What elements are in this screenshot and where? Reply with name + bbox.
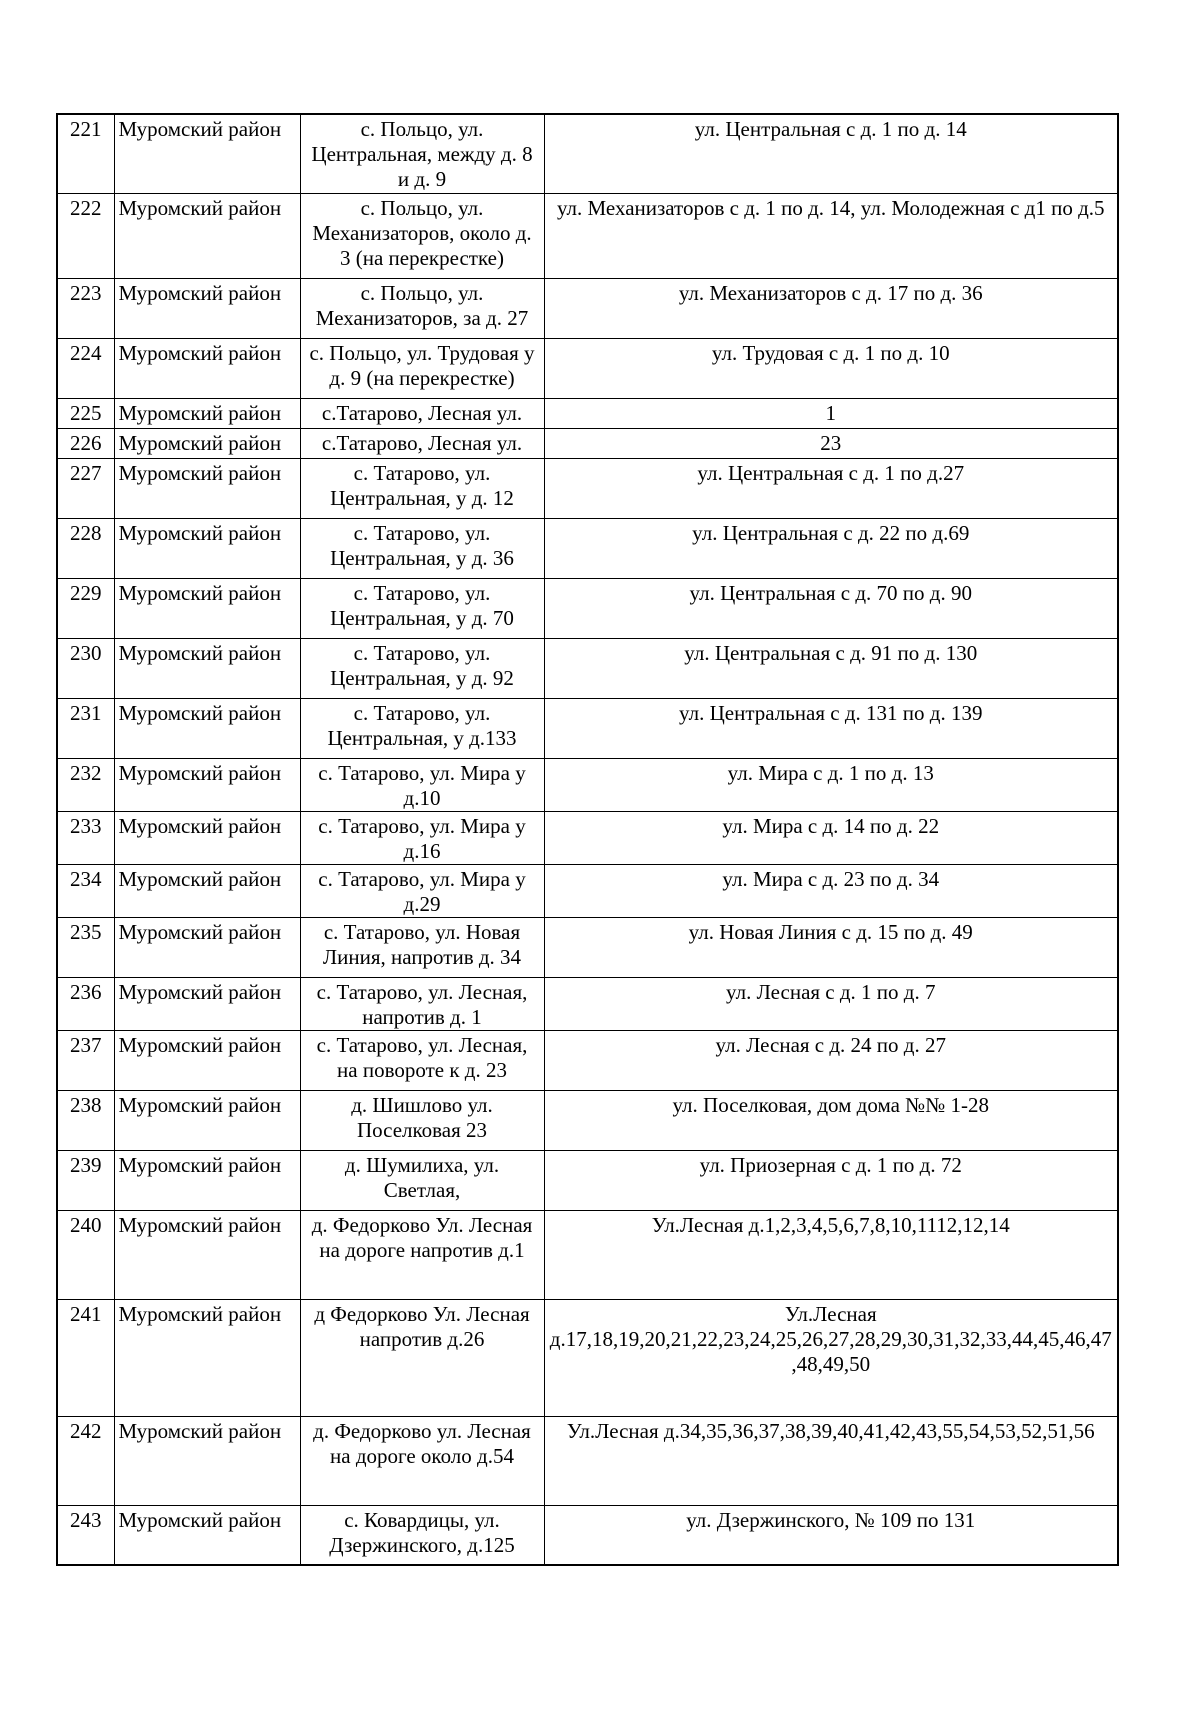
district-cell: Муромский район: [114, 1090, 300, 1150]
addresses-cell: Ул.Лесная д.1,2,3,4,5,6,7,8,10,1112,12,14: [544, 1210, 1118, 1299]
table-row: [57, 1030, 1118, 1090]
district-cell: Муромский район: [114, 278, 300, 338]
row-number: 240: [57, 1210, 114, 1299]
addresses-cell: ул. Механизаторов с д. 17 по д. 36: [544, 278, 1118, 338]
district-cell: Муромский район: [114, 428, 300, 458]
row-number: 231: [57, 698, 114, 758]
district-cell: Муромский район: [114, 1150, 300, 1210]
table-row: [57, 278, 1118, 338]
district-cell: Муромский район: [114, 518, 300, 578]
table-row: [57, 758, 1118, 811]
location-cell: с. Татарово, ул. Центральная, у д. 12: [300, 458, 544, 518]
table-row: [57, 1299, 1118, 1416]
district-cell: Муромский район: [114, 977, 300, 1030]
addresses-cell: ул. Дзержинского, № 109 по 131: [544, 1505, 1118, 1565]
row-number: 224: [57, 338, 114, 398]
row-number: 229: [57, 578, 114, 638]
table-row: [57, 1505, 1118, 1565]
addresses-cell: Ул.Лесная д.34,35,36,37,38,39,40,41,42,43,55,54,53,52,51,56: [544, 1416, 1118, 1505]
addresses-cell: ул. Центральная с д. 91 по д. 130: [544, 638, 1118, 698]
row-number: 242: [57, 1416, 114, 1505]
row-number: 237: [57, 1030, 114, 1090]
location-cell: с. Татарово, ул. Мира у д.10: [300, 758, 544, 811]
table-row: [57, 1150, 1118, 1210]
addresses-cell: ул. Центральная с д. 1 по д.27: [544, 458, 1118, 518]
district-cell: Муромский район: [114, 758, 300, 811]
addresses-cell: ул. Мира с д. 14 по д. 22: [544, 811, 1118, 864]
row-number: 239: [57, 1150, 114, 1210]
table-row: [57, 977, 1118, 1030]
addresses-cell: 23: [544, 428, 1118, 458]
location-cell: с. Татарово, ул. Лесная, на повороте к д. 23: [300, 1030, 544, 1090]
addresses-cell: 1: [544, 398, 1118, 428]
addresses-cell: ул. Новая Линия с д. 15 по д. 49: [544, 917, 1118, 977]
location-cell: с. Ковардицы, ул. Дзержинского, д.125: [300, 1505, 544, 1565]
district-cell: Муромский район: [114, 638, 300, 698]
location-cell: д. Шумилиха, ул. Светлая,: [300, 1150, 544, 1210]
table-row: [57, 638, 1118, 698]
row-number: 232: [57, 758, 114, 811]
addresses-cell: ул. Центральная с д. 131 по д. 139: [544, 698, 1118, 758]
row-number: 235: [57, 917, 114, 977]
table-row: [57, 698, 1118, 758]
row-number: 238: [57, 1090, 114, 1150]
location-cell: д. Шишлово ул. Поселковая 23: [300, 1090, 544, 1150]
location-cell: с.Татарово, Лесная ул.: [300, 398, 544, 428]
district-cell: Муромский район: [114, 338, 300, 398]
row-number: 226: [57, 428, 114, 458]
district-cell: Муромский район: [114, 1299, 300, 1416]
addresses-cell: ул. Центральная с д. 22 по д.69: [544, 518, 1118, 578]
district-cell: Муромский район: [114, 1505, 300, 1565]
district-cell: Муромский район: [114, 458, 300, 518]
table-row: [57, 114, 1118, 193]
district-cell: Муромский район: [114, 1416, 300, 1505]
table-row: [57, 338, 1118, 398]
table-row: [57, 193, 1118, 278]
table-row: [57, 458, 1118, 518]
location-cell: с. Польцо, ул. Центральная, между д. 8 и д. 9: [300, 114, 544, 193]
row-number: 227: [57, 458, 114, 518]
district-cell: Муромский район: [114, 1030, 300, 1090]
table-row: [57, 917, 1118, 977]
row-number: 236: [57, 977, 114, 1030]
table-row: [57, 428, 1118, 458]
addresses-cell: ул. Трудовая с д. 1 по д. 10: [544, 338, 1118, 398]
addresses-cell: ул. Лесная с д. 24 по д. 27: [544, 1030, 1118, 1090]
addresses-cell: ул. Лесная с д. 1 по д. 7: [544, 977, 1118, 1030]
district-cell: Муромский район: [114, 1210, 300, 1299]
location-cell: с. Татарово, ул. Центральная, у д. 92: [300, 638, 544, 698]
row-number: 243: [57, 1505, 114, 1565]
row-number: 222: [57, 193, 114, 278]
district-cell: Муромский район: [114, 698, 300, 758]
addresses-cell: ул. Мира с д. 1 по д. 13: [544, 758, 1118, 811]
table-row: [57, 1210, 1118, 1299]
location-cell: с.Татарово, Лесная ул.: [300, 428, 544, 458]
table-row: [57, 578, 1118, 638]
location-cell: д. Федорково ул. Лесная на дороге около д.54: [300, 1416, 544, 1505]
addresses-cell: ул. Приозерная с д. 1 по д. 72: [544, 1150, 1118, 1210]
district-cell: Муромский район: [114, 917, 300, 977]
location-cell: с. Татарово, ул. Центральная, у д. 36: [300, 518, 544, 578]
row-number: 228: [57, 518, 114, 578]
location-cell: с. Татарово, ул. Мира у д.29: [300, 864, 544, 917]
table-row: [57, 864, 1118, 917]
row-number: 225: [57, 398, 114, 428]
addresses-cell: ул. Центральная с д. 70 по д. 90: [544, 578, 1118, 638]
location-cell: с. Польцо, ул. Механизаторов, около д. 3 (на перекрестке): [300, 193, 544, 278]
district-cell: Муромский район: [114, 114, 300, 193]
location-cell: с. Татарово, ул. Лесная, напротив д. 1: [300, 977, 544, 1030]
addresses-cell: ул. Поселковая, дом дома №№ 1-28: [544, 1090, 1118, 1150]
district-cell: Муромский район: [114, 578, 300, 638]
table-row: [57, 811, 1118, 864]
addresses-cell: Ул.Лесная д.17,18,19,20,21,22,23,24,25,26,27,28,29,30,31,32,33,44,45,46,47,48,49,50: [544, 1299, 1118, 1416]
location-cell: с. Татарово, ул. Мира у д.16: [300, 811, 544, 864]
location-cell: д Федорково Ул. Лесная напротив д.26: [300, 1299, 544, 1416]
table-row: [57, 1090, 1118, 1150]
table-row: [57, 1416, 1118, 1505]
district-cell: Муромский район: [114, 193, 300, 278]
addresses-cell: ул. Центральная с д. 1 по д. 14: [544, 114, 1118, 193]
table-row: [57, 518, 1118, 578]
row-number: 234: [57, 864, 114, 917]
locations-table: [56, 113, 1119, 1566]
row-number: 221: [57, 114, 114, 193]
district-cell: Муромский район: [114, 811, 300, 864]
row-number: 233: [57, 811, 114, 864]
table-body: [57, 114, 1118, 1565]
addresses-cell: ул. Механизаторов с д. 1 по д. 14, ул. Молодежная с д1 по д.5: [544, 193, 1118, 278]
location-cell: с. Татарово, ул. Центральная, у д.133: [300, 698, 544, 758]
location-cell: с. Татарово, ул. Новая Линия, напротив д. 34: [300, 917, 544, 977]
row-number: 241: [57, 1299, 114, 1416]
location-cell: с. Польцо, ул. Трудовая у д. 9 (на перекрестке): [300, 338, 544, 398]
row-number: 230: [57, 638, 114, 698]
location-cell: с. Татарово, ул. Центральная, у д. 70: [300, 578, 544, 638]
location-cell: д. Федорково Ул. Лесная на дороге напротив д.1: [300, 1210, 544, 1299]
table-row: [57, 398, 1118, 428]
row-number: 223: [57, 278, 114, 338]
location-cell: с. Польцо, ул. Механизаторов, за д. 27: [300, 278, 544, 338]
addresses-cell: ул. Мира с д. 23 по д. 34: [544, 864, 1118, 917]
district-cell: Муромский район: [114, 398, 300, 428]
district-cell: Муромский район: [114, 864, 300, 917]
